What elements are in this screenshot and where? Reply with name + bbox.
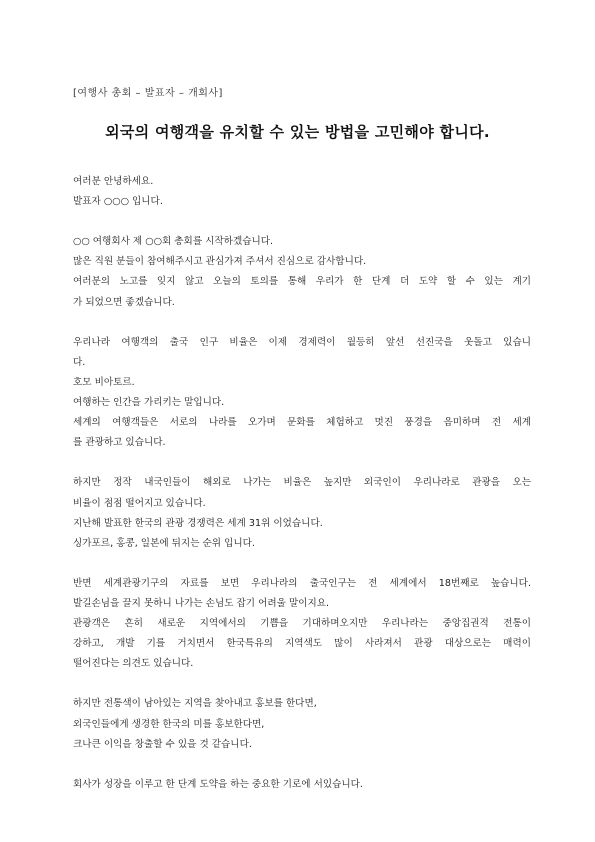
text-line: 관광객은 흔히 새로운 지역에서의 기쁨을 기대하며오지만 우리나라는 중앙집권적 전통이 xyxy=(73,618,531,630)
text-line: 강하고, 개발 기를 거치면서 한국특유의 지역색도 많이 사라져서 관광 대상으로는 매력이 xyxy=(73,638,531,650)
text-line: 를 관광하고 있습니다. xyxy=(73,437,166,449)
document-body xyxy=(73,172,531,815)
text-line: 싱가포르, 홍콩, 일본에 뒤지는 순위 입니다. xyxy=(73,537,255,549)
text-line: 반면 세계관광기구의 자료를 보면 우리나라의 출국인구는 전 세계에서 18번째로 높습니다. xyxy=(73,577,531,589)
document-title: 외국의 여행객을 유치할 수 있는 방법을 고민해야 합니다. xyxy=(105,123,490,141)
text-line: 회사가 성장을 이루고 한 단계 도약을 하는 중요한 기로에 서있습니다. xyxy=(73,778,363,790)
text-line: 하지만 정작 내국인들이 해외로 나가는 비율은 높지만 외국인이 우리나라로 관광을 오는 xyxy=(73,477,531,489)
text-line: 세계의 여행객들은 서로의 나라를 오가며 문화를 체험하고 멋진 풍경을 음미하며 전 세계 xyxy=(73,417,531,429)
text-line: 여러분의 노고를 잊지 않고 오늘의 토의를 통해 우리가 한 단계 더 도약 할 수 있는 계기 xyxy=(73,276,531,288)
text-line: 많은 직원 분들이 참여해주시고 관심가져 주셔서 진심으로 감사합니다. xyxy=(73,256,367,268)
text-line: 지난해 발표한 한국의 관광 경쟁력은 세계 31위 이었습니다. xyxy=(73,517,323,529)
text-line: ○○ 여행회사 제 ○○회 총회를 시작하겠습니다. xyxy=(73,236,274,248)
paragraph-travel-ratio xyxy=(73,333,531,454)
text-line: 우리나라 여행객의 출국 인구 비율은 이제 경제력이 월등히 앞선 선진국을 웃돌고 있습니 xyxy=(73,336,531,348)
document-header-tag: [여행사 총회 – 발표자 – 개회사] xyxy=(73,88,223,99)
text-line: 여행하는 인간을 가리키는 말입니다. xyxy=(73,397,225,409)
paragraph-opening xyxy=(73,232,531,312)
text-line: 가 되었으면 좋겠습니다. xyxy=(73,296,175,308)
paragraph-outbound xyxy=(73,574,531,674)
text-line: 비율이 점점 떨어지고 있습니다. xyxy=(73,497,206,509)
paragraph-competitiveness xyxy=(73,473,531,553)
text-line: 발길손님을 끌지 못하니 나가는 손님도 잡기 어려울 말이지요. xyxy=(73,597,330,609)
paragraph-promotion xyxy=(73,694,531,754)
paragraph-greeting xyxy=(73,172,531,212)
paragraph-closing xyxy=(73,775,531,795)
text-line: 여러분 안녕하세요. xyxy=(73,176,154,187)
text-line: 하지만 전통색이 남아있는 지역을 찾아내고 홍보를 한다면, xyxy=(73,698,317,710)
text-line: 떨어진다는 의견도 있습니다. xyxy=(73,658,194,670)
text-line: 발표자 ○○○ 입니다. xyxy=(73,196,163,208)
text-line: 크나큰 이익을 창출할 수 있을 것 같습니다. xyxy=(73,738,252,750)
text-line: 다. xyxy=(73,356,86,368)
text-line: 외국인들에게 생경한 한국의 미를 홍보한다면, xyxy=(73,718,265,730)
text-line: 호모 비아토르. xyxy=(73,376,135,388)
